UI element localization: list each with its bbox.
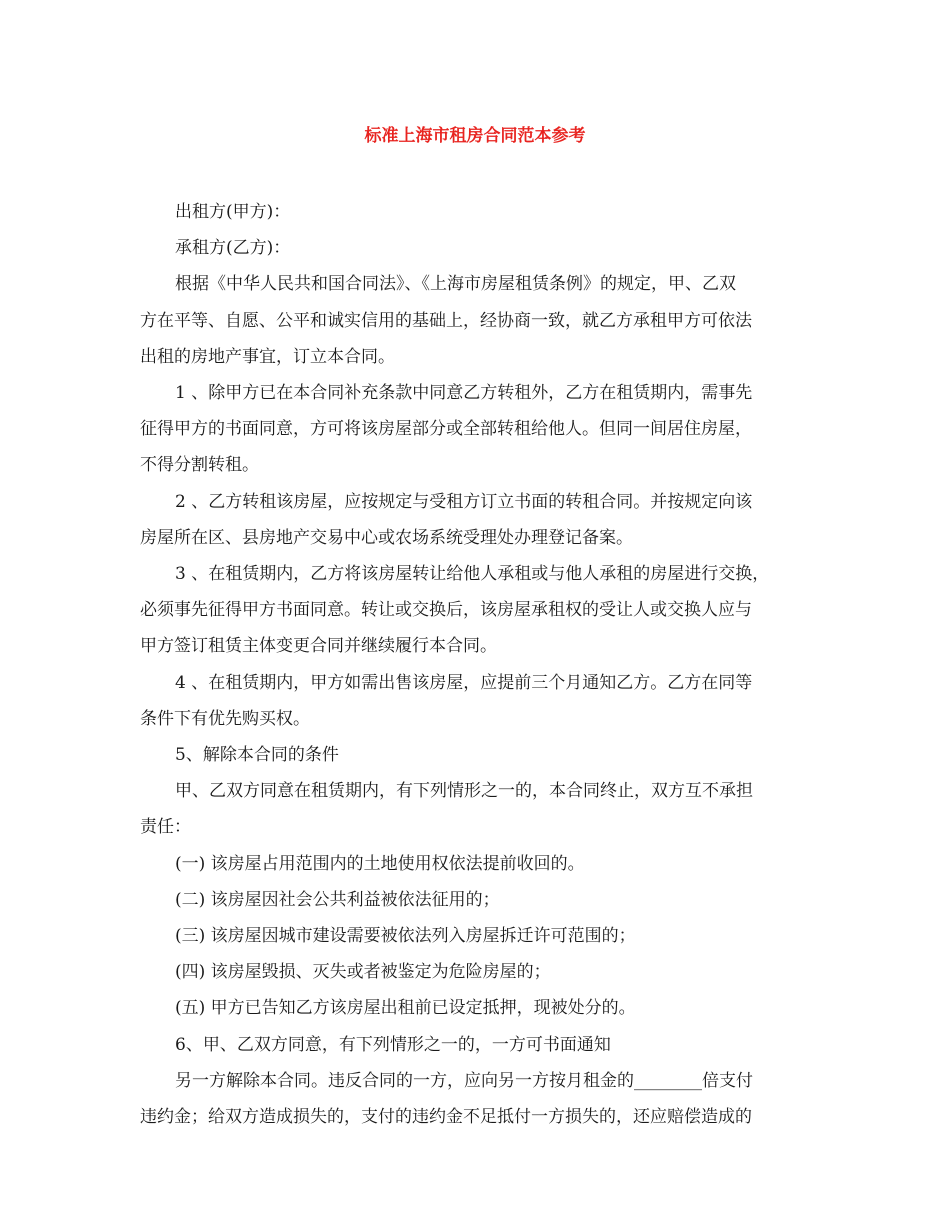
- paragraph-line: 方在平等、自愿、公平和诚实信用的基础上，经协商一致，就乙方承租甲方可依法: [140, 310, 752, 331]
- list-item: (三) 该房屋因城市建设需要被依法列入房屋拆迁许可范围的；: [175, 926, 636, 947]
- document-body: [140, 194, 815, 1135]
- list-item: (二) 该房屋因社会公共利益被依法征用的；: [175, 889, 500, 910]
- clause-5-line: 甲、乙双方同意在租赁期内，有下列情形之一的，本合同终止，双方互不承担: [175, 781, 753, 802]
- list-item: (一) 该房屋占用范围内的土地使用权依法提前收回的。: [175, 853, 585, 874]
- clause-3-line: 必须事先征得甲方书面同意。转让或交换后，该房屋承租权的受让人或交换人应与: [140, 600, 752, 621]
- clause-4-line: 条件下有优先购买权。: [140, 708, 310, 729]
- lessor-line: 出租方(甲方)：: [175, 202, 291, 222]
- list-item: (五) 甲方已告知乙方该房屋出租前已设定抵押，现被处分的。: [175, 998, 636, 1019]
- paragraph-line: 出租的房地产事宜，订立本合同。: [140, 346, 395, 367]
- clause-2-line: 2 、乙方转租该房屋，应按规定与受租方订立书面的转租合同。并按规定向该: [175, 491, 753, 512]
- clause-1-line: 征得甲方的书面同意，方可将该房屋部分或全部转租给他人。但同一间居住房屋，: [140, 419, 752, 440]
- list-item: (四) 该房屋毁损、灭失或者被鉴定为危险房屋的；: [175, 962, 551, 983]
- clause-1-line: 不得分割转租。: [140, 455, 259, 476]
- clause-6-line: 违约金；给双方造成损失的，支付的违约金不足抵付一方损失的，还应赔偿造成的: [140, 1107, 752, 1128]
- clause-5-line: 责任：: [140, 817, 191, 838]
- clause-4-line: 4 、在租赁期内，甲方如需出售该房屋，应提前三个月通知乙方。乙方在同等: [175, 672, 753, 693]
- clause-2-line: 房屋所在区、县房地产交易中心或农场系统受理处办理登记备案。: [140, 527, 633, 548]
- clause-3-line: 3 、在租赁期内，乙方将该房屋转让给他人承租或与他人承租的房屋进行交换，: [175, 564, 770, 585]
- clause-3-line: 甲方签订租赁主体变更合同并继续履行本合同。: [140, 636, 497, 657]
- document-title: 标准上海市租房合同范本参考: [364, 126, 586, 146]
- clause-1-line: 1 、除甲方已在本合同补充条款中同意乙方转租外，乙方在租赁期内，需事先: [175, 383, 753, 404]
- clause-6-line: 另一方解除本合同。违反合同的一方，应向另一方按月租金的________倍支付: [175, 1070, 753, 1091]
- clause-5-heading: 5、解除本合同的条件: [175, 745, 339, 766]
- paragraph-line: 根据《中华人民共和国合同法》、《上海市房屋租赁条例》的规定，甲、乙双: [175, 274, 736, 295]
- lessee-line: 承租方(乙方)：: [175, 238, 291, 259]
- clause-6-heading: 6、甲、乙双方同意，有下列情形之一的，一方可书面通知: [175, 1034, 611, 1055]
